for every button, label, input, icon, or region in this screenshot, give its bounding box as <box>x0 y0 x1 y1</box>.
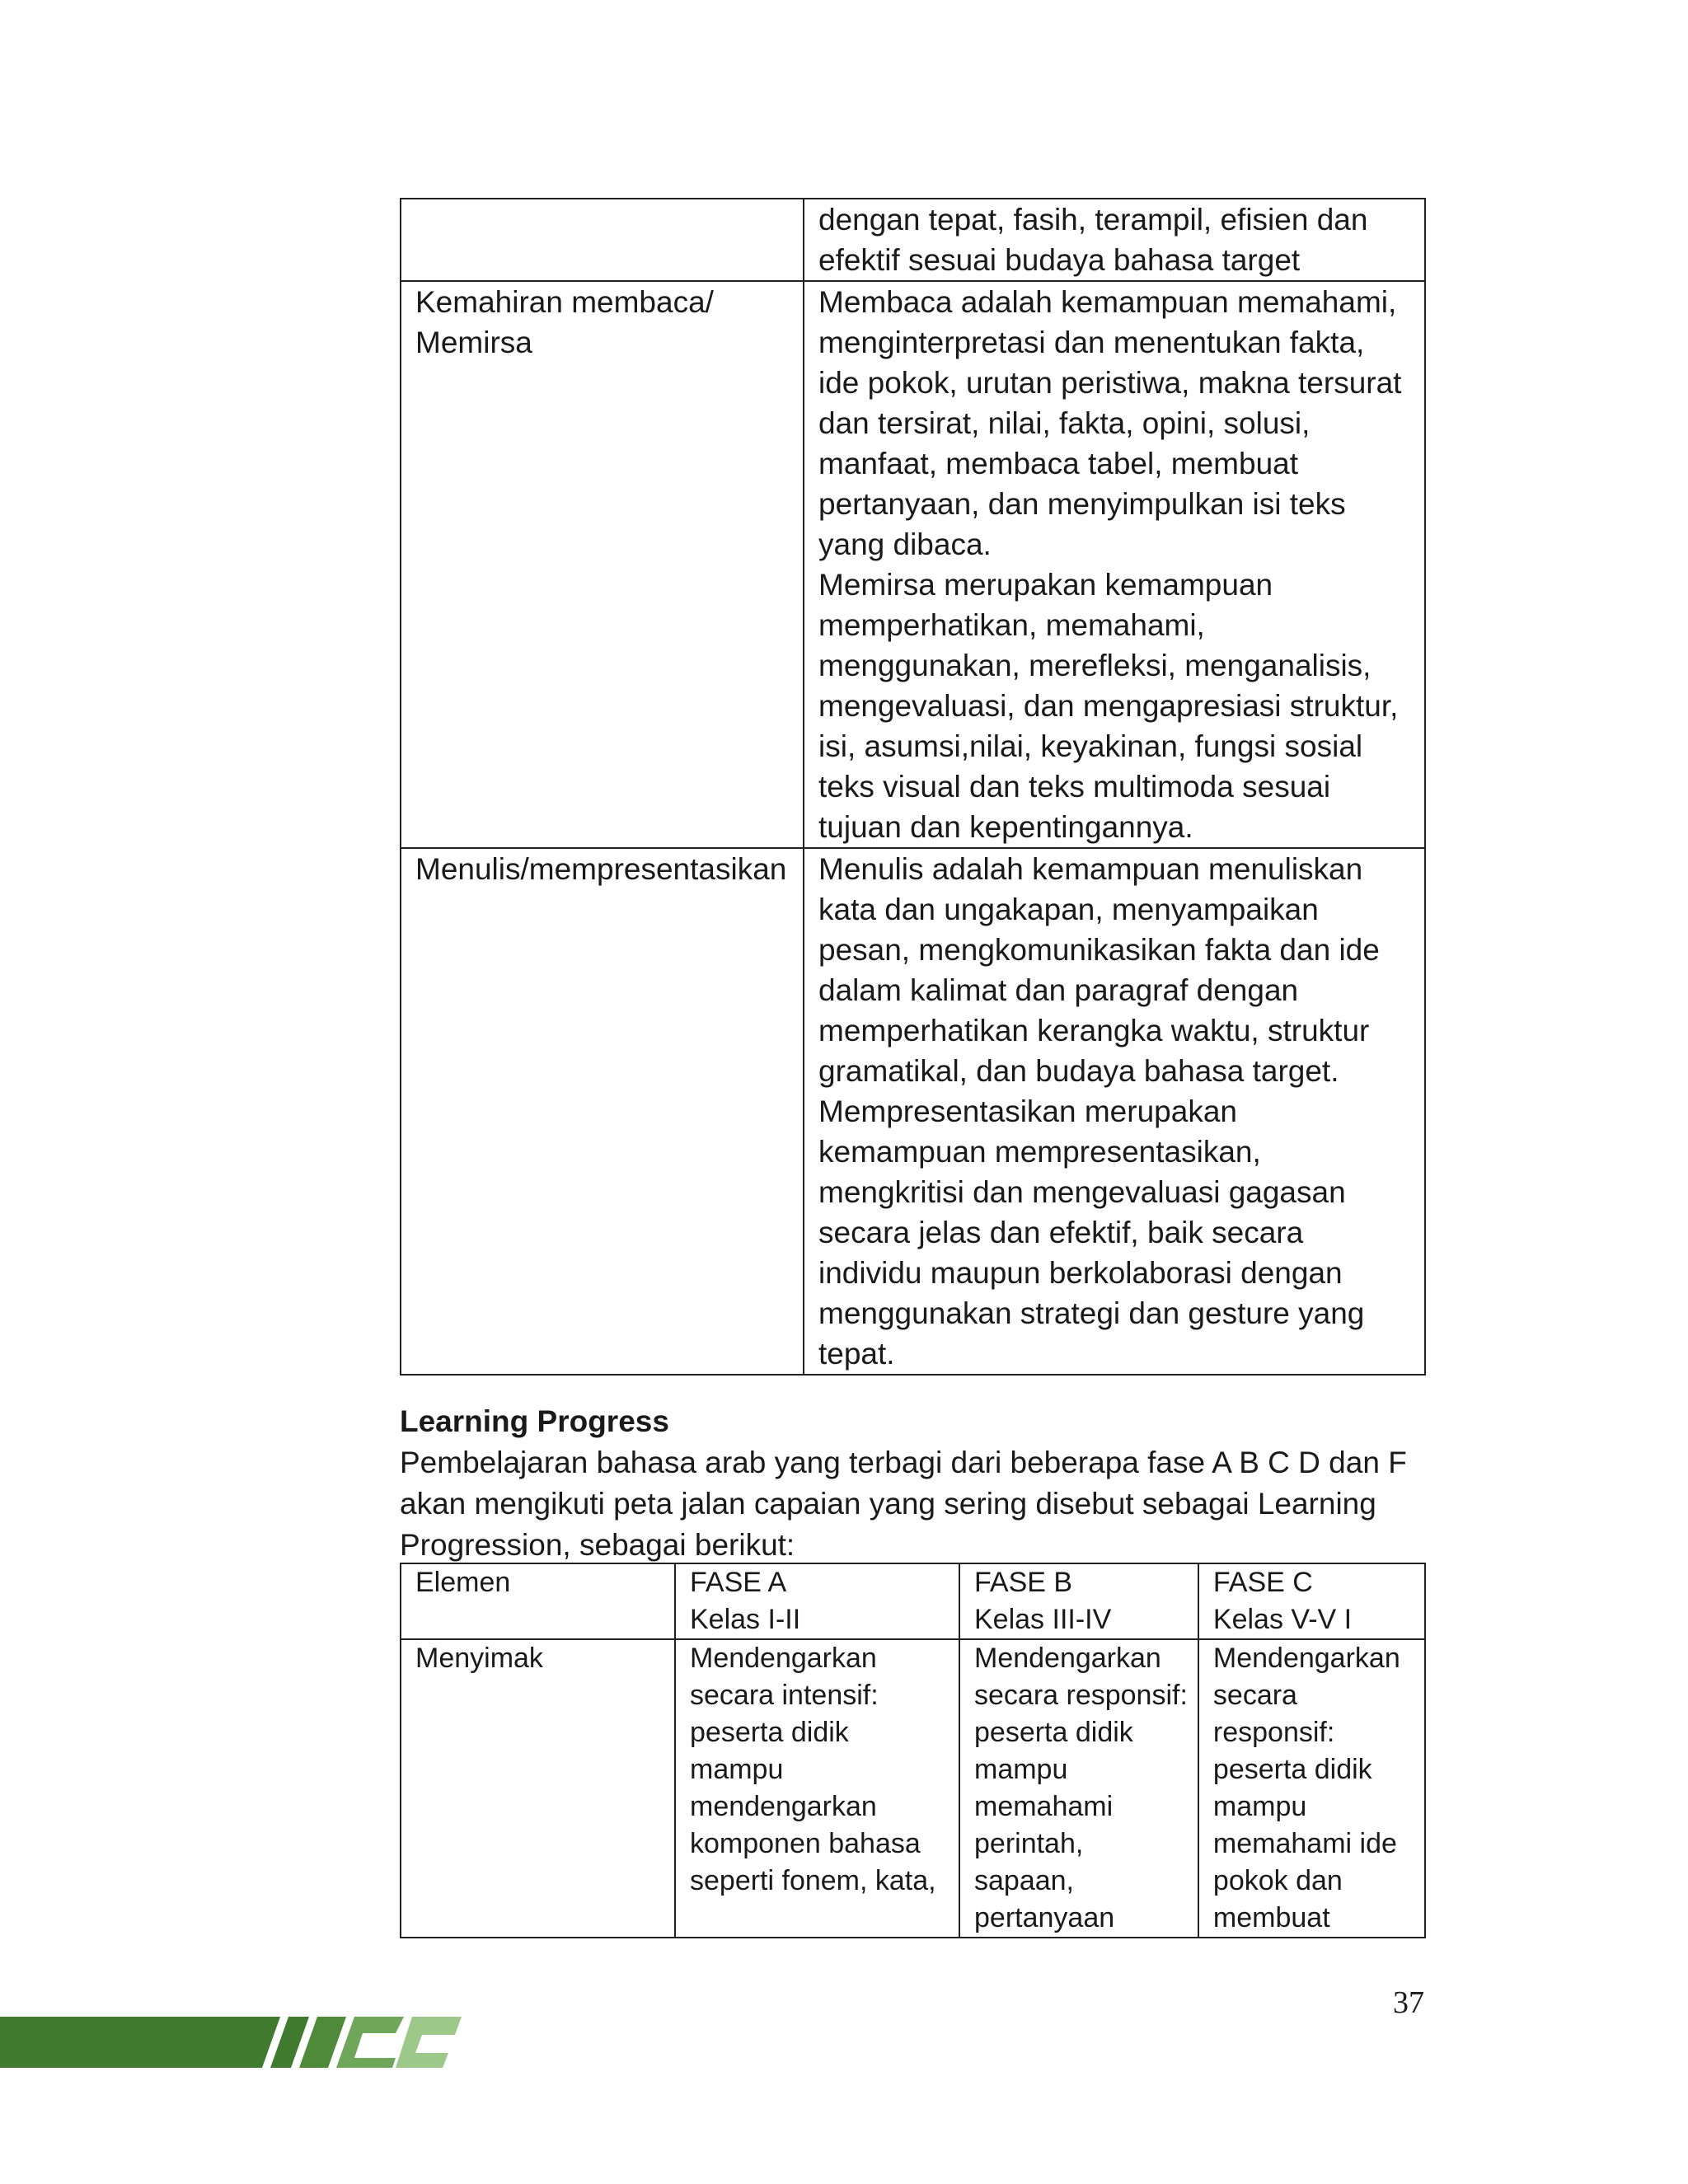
cell-line: pokok dan <box>1212 1865 1343 1896</box>
footer-stripes-logo <box>239 2017 470 2068</box>
cell-line: perintah, <box>974 1828 1084 1859</box>
cell-line: mampu <box>974 1754 1068 1785</box>
section-heading: Learning Progress <box>400 1404 669 1438</box>
header-cell-fase-c <box>1198 1563 1425 1639</box>
header-cell-fase-b <box>959 1563 1198 1639</box>
header-subline: Kelas I-II <box>690 1604 801 1635</box>
table-row <box>401 1639 1425 1938</box>
element-cell: Kemahiran membaca/ Memirsa <box>401 281 804 848</box>
header-line: Elemen <box>415 1567 511 1598</box>
page-number: 37 <box>1393 1985 1424 2020</box>
description-cell <box>804 848 1425 1375</box>
cell-line: Mendengarkan <box>974 1643 1161 1674</box>
skills-table <box>400 198 1426 1376</box>
cell-line: peserta didik <box>690 1717 849 1748</box>
table-row <box>401 281 1425 848</box>
fase-a-cell <box>675 1639 959 1938</box>
fase-c-cell <box>1198 1639 1425 1938</box>
cell-line: sapaan, <box>974 1865 1074 1896</box>
cell-line: Mendengarkan <box>1212 1643 1400 1674</box>
description-text: Menulis adalah kemampuan menuliskan kata dan ungakapan, menyampaikan pesan, mengkomunikasikan fakta dan ide dalam kalimat dan paragraf dengan memperhatikan kerangka waktu, struktur gramatikal, dan budaya bahasa target. <box>818 852 1380 1088</box>
cell-line: memahami ide <box>1212 1828 1397 1859</box>
cell-line: komponen bahasa <box>690 1828 921 1859</box>
stripe-shape <box>396 2017 462 2068</box>
cell-line: mampu <box>690 1754 784 1785</box>
cell-line: responsif: <box>1212 1717 1335 1748</box>
header-line: FASE C <box>1212 1567 1313 1598</box>
cell-line: mendengarkan <box>690 1791 877 1822</box>
table-header-row <box>401 1563 1425 1639</box>
fase-table <box>400 1563 1426 1938</box>
element-cell: Menyimak <box>401 1639 675 1938</box>
cell-line: Mendengarkan <box>690 1643 877 1674</box>
description-cell <box>804 199 1425 281</box>
description-text: Membaca adalah kemampuan memahami, menginterpretasi dan menentukan fakta, ide pokok, urutan peristiwa, makna tersurat dan tersirat, nilai, fakta, opini, solusi, manfaat, membaca tabel, membuat pertanyaan, dan menyimpulkan isi teks yang dibaca. <box>818 285 1402 561</box>
element-cell: Menulis/mempresentasikan <box>401 848 804 1375</box>
description-cell <box>804 281 1425 848</box>
cell-line: mampu <box>1212 1791 1307 1822</box>
header-subline: Kelas V-V I <box>1212 1604 1353 1635</box>
cell-line: peserta didik <box>974 1717 1133 1748</box>
header-line: FASE B <box>974 1567 1073 1598</box>
section-paragraph: Pembelajaran bahasa arab yang terbagi dari beberapa fase A B C D dan F akan mengikuti peta jalan capaian yang sering disebut sebagai Learning Progression, sebagai berikut: <box>400 1446 1407 1562</box>
cell-line: membuat <box>1212 1902 1330 1933</box>
footer-bar <box>0 2017 247 2068</box>
stripe-shape <box>336 2017 404 2068</box>
cell-line: secara responsif: <box>974 1680 1188 1711</box>
fase-b-cell <box>959 1639 1198 1938</box>
cell-line: pertanyaan <box>974 1902 1115 1933</box>
table-row <box>401 199 1425 281</box>
cell-line: seperti fonem, kata, <box>690 1865 936 1896</box>
cell-line: memahami <box>974 1791 1114 1822</box>
description-text: Mempresentasikan merupakan kemampuan mempresentasikan, mengkritisi dan mengevaluasi gagasan secara jelas dan efektif, baik secara individu maupun berkolaborasi dengan menggunakan strategi dan gesture yang tepat. <box>818 1094 1365 1371</box>
header-subline: Kelas III-IV <box>974 1604 1112 1635</box>
cell-line: secara <box>1212 1680 1297 1711</box>
description-text: dengan tepat, fasih, terampil, efisien dan efektif sesuai budaya bahasa target <box>818 203 1368 277</box>
header-cell-elemen <box>401 1563 675 1639</box>
header-line: FASE A <box>690 1567 787 1598</box>
cell-line: secara intensif: <box>690 1680 879 1711</box>
element-cell <box>401 199 804 281</box>
description-text: Memirsa merupakan kemampuan memperhatikan, memahami, menggunakan, merefleksi, menganalisis, mengevaluasi, dan mengapresiasi struktur, isi, asumsi,nilai, keyakinan, fungsi sosial teks visual dan teks multimoda sesuai tujuan dan kepentingannya. <box>818 568 1399 844</box>
header-cell-fase-a <box>675 1563 959 1639</box>
table-row <box>401 848 1425 1375</box>
cell-line: peserta didik <box>1212 1754 1372 1785</box>
